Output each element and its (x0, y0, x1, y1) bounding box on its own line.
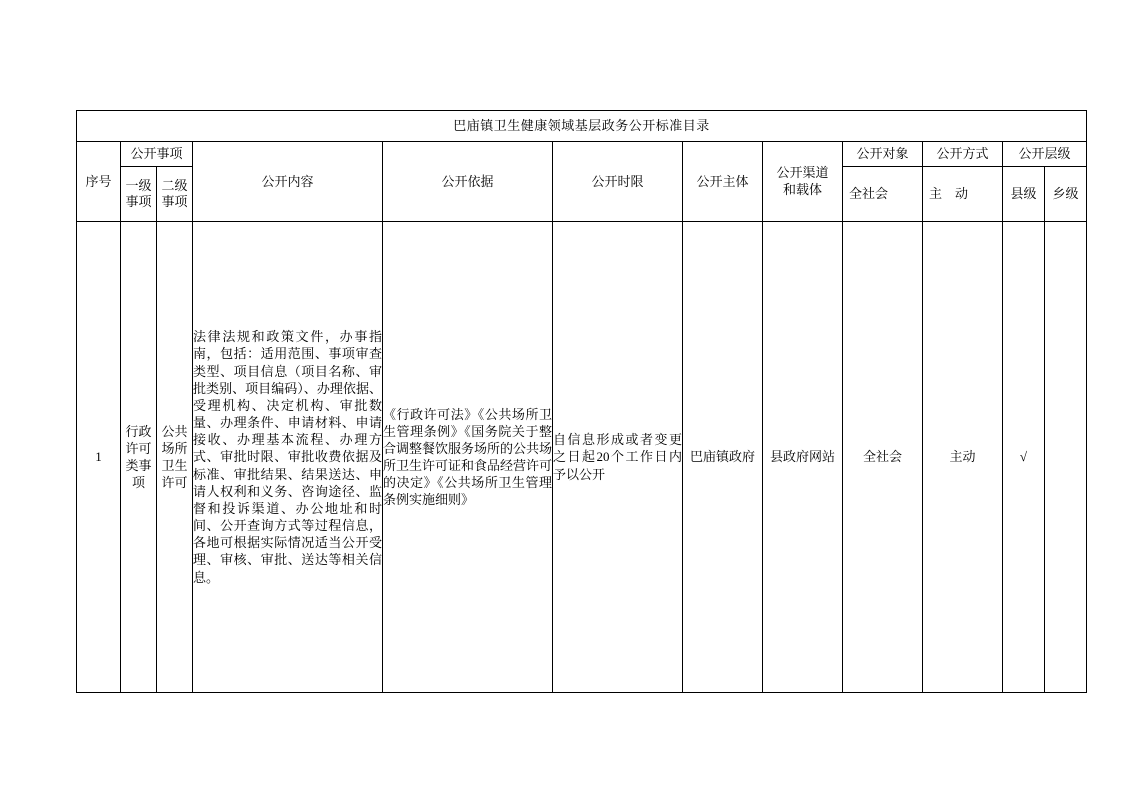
cell-level2: 公共场所卫生许可 (157, 222, 193, 693)
header-level-county: 县级 (1003, 167, 1045, 222)
header-matters-group: 公开事项 (121, 142, 193, 167)
header-channel (763, 142, 843, 222)
cell-level-county: √ (1003, 222, 1045, 693)
cell-timeline: 自信息形成或者变更之日起20个工作日内予以公开 (553, 222, 683, 693)
header-group-row (77, 142, 1087, 167)
cell-level-township (1045, 222, 1087, 693)
header-channel-line2: 和载体 (782, 181, 822, 197)
cell-level1: 行政许可类事项 (121, 222, 157, 693)
header-basis: 公开依据 (383, 142, 553, 222)
header-method-group: 公开方式 (923, 142, 1003, 167)
disclosure-catalog-table (76, 110, 1087, 693)
header-audience-value: 全社会 (843, 167, 923, 222)
header-level2-line2: 事项 (161, 194, 188, 209)
header-level2 (157, 167, 193, 222)
header-seq: 序号 (77, 142, 121, 222)
header-level-township: 乡级 (1045, 167, 1087, 222)
header-method-value: 主 动 (923, 167, 1003, 222)
header-level2-line1: 二级 (161, 177, 188, 193)
cell-subject: 巴庙镇政府 (683, 222, 763, 693)
cell-method: 主动 (923, 222, 1003, 693)
cell-channel: 县政府网站 (763, 222, 843, 693)
header-content: 公开内容 (193, 142, 383, 222)
header-subject: 公开主体 (683, 142, 763, 222)
cell-seq: 1 (77, 222, 121, 693)
header-level1-line1: 一级 (125, 177, 152, 193)
document-title: 巴庙镇卫生健康领域基层政务公开标准目录 (77, 111, 1087, 142)
table-row (77, 222, 1087, 693)
cell-basis: 《行政许可法》《公共场所卫生管理条例》《国务院关于整合调整餐饮服务场所的公共场所卫生许可证和食品经营许可的决定》《公共场所卫生管理条例实施细则》 (383, 222, 553, 693)
title-row (77, 111, 1087, 142)
header-audience-group: 公开对象 (843, 142, 923, 167)
header-timeline: 公开时限 (553, 142, 683, 222)
cell-audience: 全社会 (843, 222, 923, 693)
header-level-group: 公开层级 (1003, 142, 1087, 167)
cell-content: 法律法规和政策文件，办事指南，包括：适用范围、事项审查类型、项目信息（项目名称、审批类别、项目编码）、办理依据、受理机构、决定机构、审批数量、办理条件、申请材料、申请接收、办理基本流程、办理方式、审批时限、审批收费依据及标准、审批结果、结果送达、申请人权利和义务、咨询途径、监督和投诉渠道、办公地址和时间、公开查询方式等过程信息，各地可根据实际情况适当公开受理、审核、审批、送达等相关信息。 (193, 222, 383, 693)
header-level1-line2: 事项 (125, 194, 152, 209)
header-level1 (121, 167, 157, 222)
header-channel-line1: 公开渠道 (776, 165, 829, 181)
